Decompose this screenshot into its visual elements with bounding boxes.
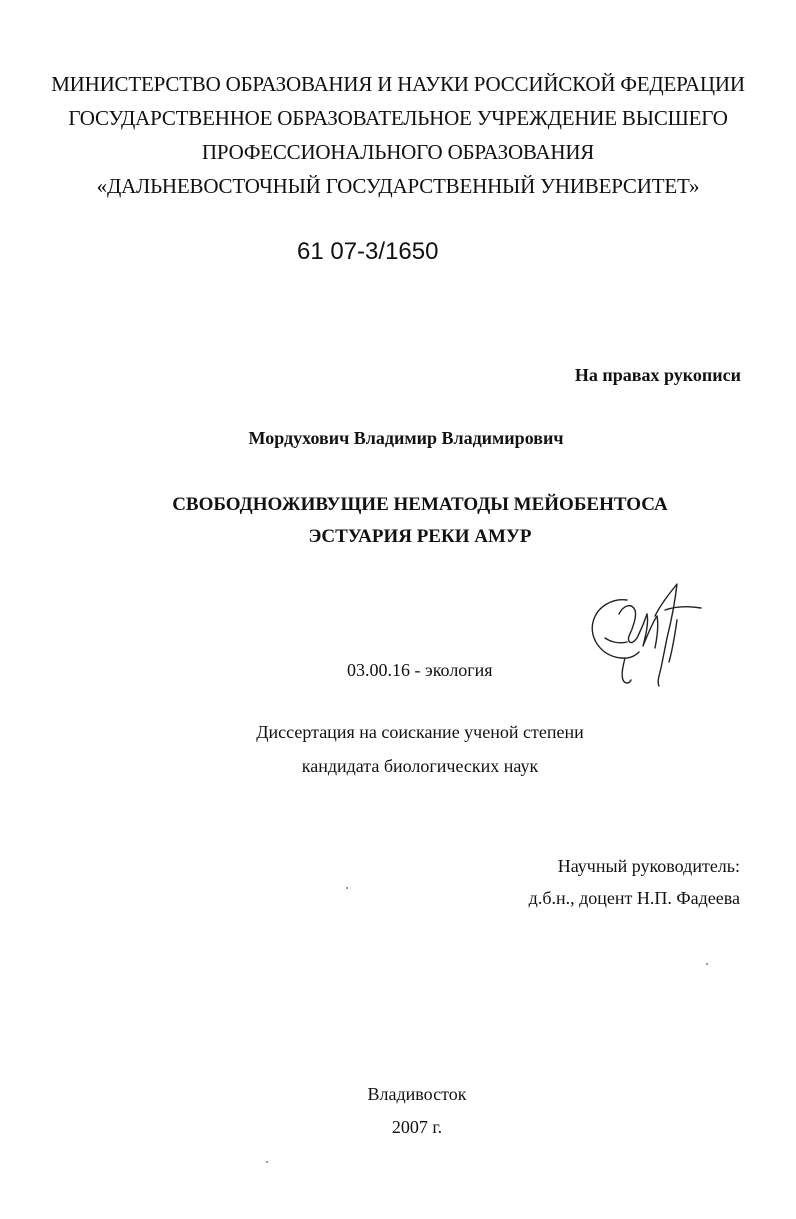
supervisor-name: д.б.н., доцент Н.П. Фадеева bbox=[528, 888, 740, 908]
degree-line2: кандидата биологических наук bbox=[301, 756, 539, 776]
ministry-header-line3: ПРОФЕССИОНАЛЬНОГО ОБРАЗОВАНИЯ bbox=[201, 140, 595, 164]
dissertation-title-line1: СВОБОДНОЖИВУЩИЕ НЕМАТОДЫ МЕЙОБЕНТОСА bbox=[172, 494, 668, 515]
degree-line1: Диссертация на соискание ученой степени bbox=[256, 722, 584, 742]
city: Владивосток bbox=[367, 1084, 467, 1104]
ministry-header-line1: МИНИСТЕРСТВО ОБРАЗОВАНИЯ И НАУКИ РОССИЙСКОЙ ФЕДЕРАЦИИ bbox=[51, 72, 745, 96]
catalog-number: 61 07-3/1650 bbox=[297, 238, 439, 265]
ministry-header-line4: «ДАЛЬНЕВОСТОЧНЫЙ ГОСУДАРСТВЕННЫЙ УНИВЕРСИТЕТ» bbox=[96, 174, 700, 198]
year: 2007 г. bbox=[391, 1117, 443, 1137]
scan-speck bbox=[346, 887, 348, 889]
dissertation-title-line2: ЭСТУАРИЯ РЕКИ АМУР bbox=[308, 526, 532, 547]
handwritten-signature bbox=[585, 576, 710, 691]
ministry-header-line2: ГОСУДАРСТВЕННОЕ ОБРАЗОВАТЕЛЬНОЕ УЧРЕЖДЕНИЕ ВЫСШЕГО bbox=[68, 106, 728, 130]
supervisor-label: Научный руководитель: bbox=[557, 856, 740, 876]
rights-note: На правах рукописи bbox=[574, 365, 741, 385]
specialty-code: 03.00.16 - экология bbox=[347, 660, 493, 680]
scan-speck bbox=[266, 1161, 268, 1163]
author-name: Мордухович Владимир Владимирович bbox=[248, 428, 564, 448]
scan-speck bbox=[706, 963, 708, 965]
